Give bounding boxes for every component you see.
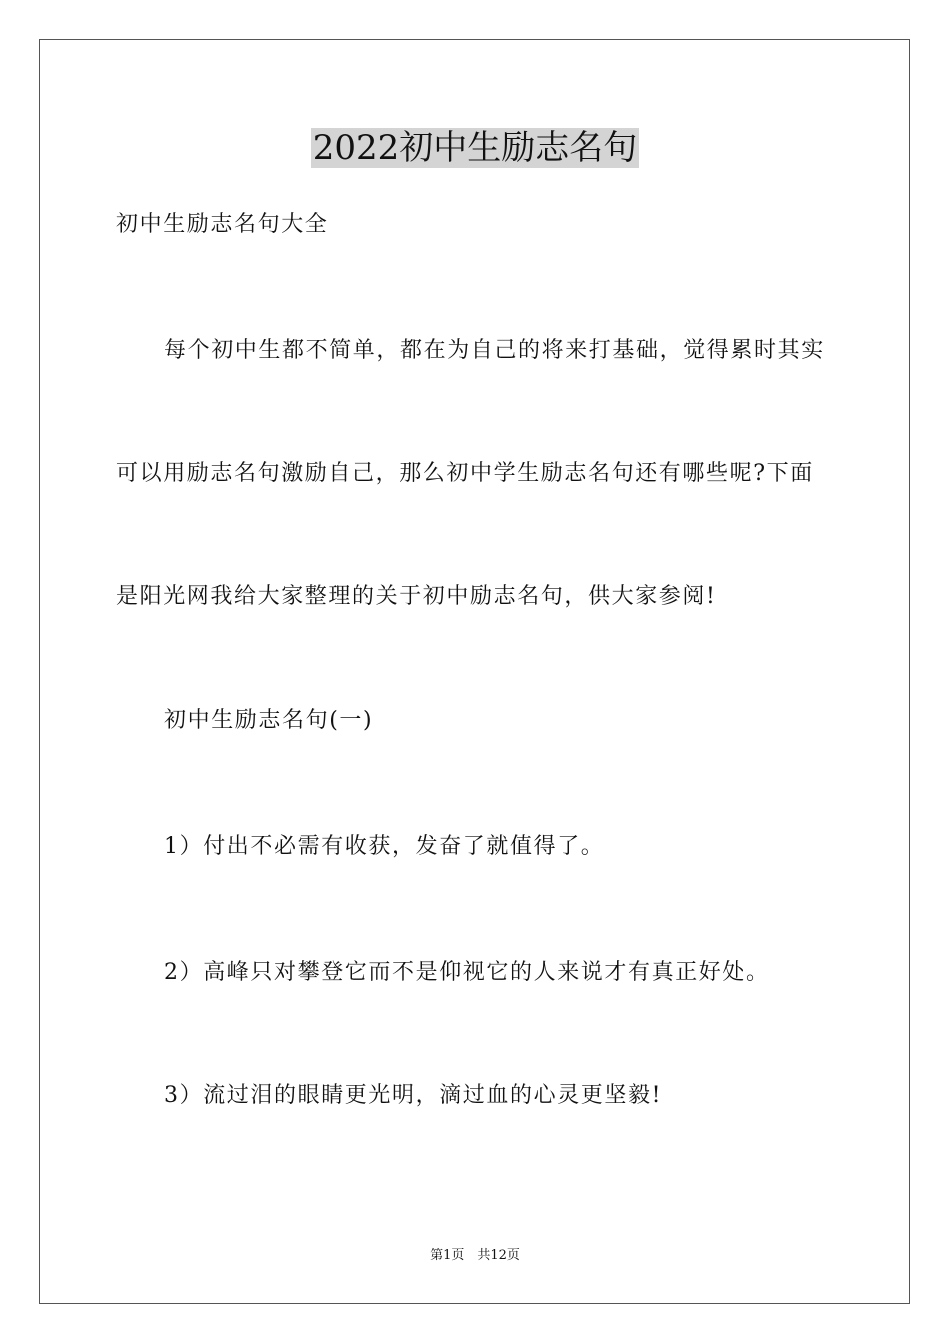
quote-item-1: 1）付出不必需有收获，发奋了就值得了。 <box>164 834 605 859</box>
subtitle: 初中生励志名句大全 <box>116 212 329 237</box>
intro-line-1: 每个初中生都不简单，都在为自己的将来打基础，觉得累时其实 <box>164 338 825 363</box>
quote-item-3: 3）流过泪的眼睛更光明，滴过血的心灵更坚毅! <box>164 1083 663 1108</box>
intro-line-3: 是阳光网我给大家整理的关于初中励志名句，供大家参阅! <box>116 584 717 609</box>
title-text: 2022初中生励志名句 <box>312 128 638 168</box>
document-title <box>0 127 950 169</box>
intro-line-2: 可以用励志名句激励自己，那么初中学生励志名句还有哪些呢?下面 <box>116 461 814 486</box>
quote-item-2: 2）高峰只对攀登它而不是仰视它的人来说才有真正好处。 <box>164 960 770 985</box>
section-heading: 初中生励志名句(一) <box>164 708 374 733</box>
page-number: 第1页 共12页 <box>430 1248 520 1263</box>
